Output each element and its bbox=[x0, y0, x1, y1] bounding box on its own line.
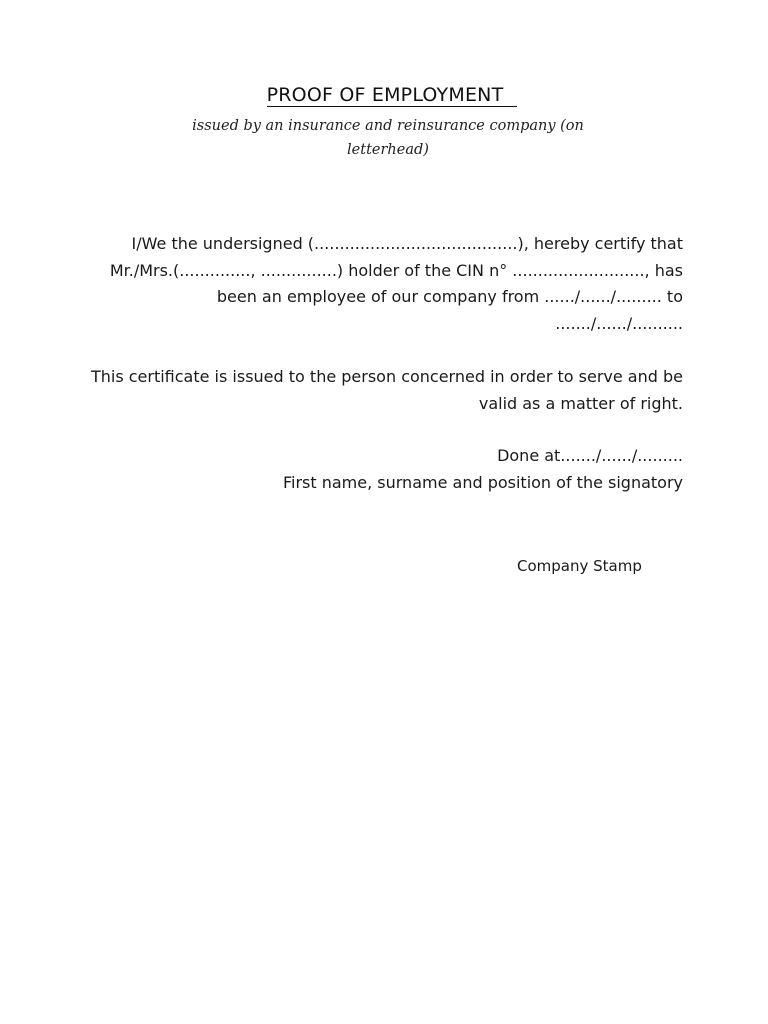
paragraph-line: ......./....../.......... bbox=[555, 313, 683, 333]
document-title-wrapper bbox=[0, 84, 768, 107]
signature-block bbox=[83, 443, 683, 496]
company-stamp-label: Company Stamp bbox=[517, 557, 642, 575]
paragraph-line: valid as a matter of right. bbox=[478, 393, 683, 413]
paragraph-line: I/We the undersigned (........................................), hereby certify that bbox=[131, 234, 683, 253]
paragraph-line: been an employee of our company from ....../....../......... to bbox=[216, 287, 683, 306]
document-title: PROOF OF EMPLOYMENT bbox=[267, 84, 518, 107]
purpose-paragraph bbox=[83, 364, 683, 417]
certification-paragraph bbox=[83, 231, 683, 337]
signatory-line: First name, surname and position of the signatory bbox=[282, 472, 683, 492]
paragraph-line: This certificate is issued to the person concerned in order to serve and be bbox=[90, 367, 683, 386]
document-subtitle: issued by an insurance and reinsurance company (on letterhead) bbox=[192, 118, 584, 158]
paragraph-line: Mr./Mrs.(.............., ...............) holder of the CIN n° .........................., has bbox=[109, 260, 683, 280]
done-at-line: Done at......./....../......... bbox=[497, 446, 683, 465]
